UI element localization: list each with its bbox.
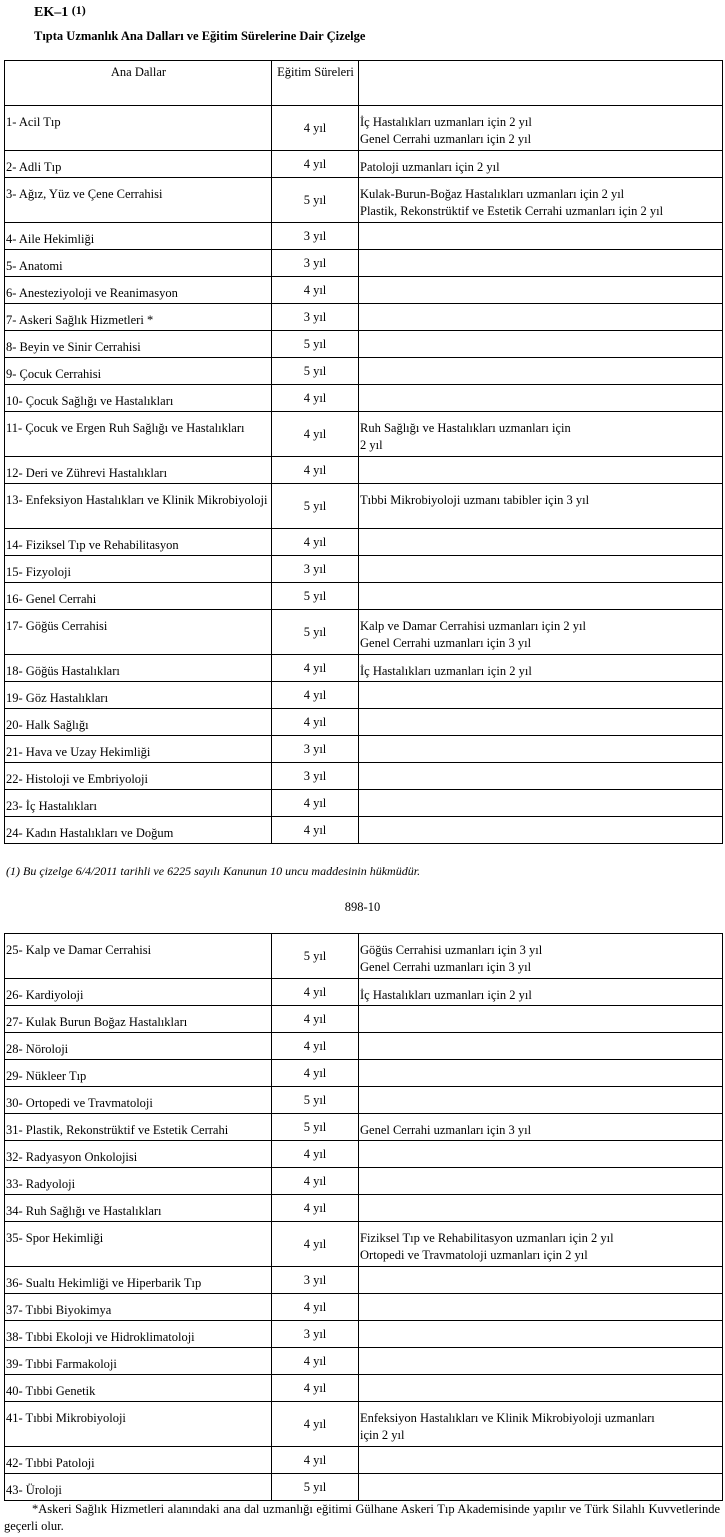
table-row: [5, 979, 723, 1006]
branch-name: 19- Göz Hastalıkları: [5, 682, 272, 709]
training-duration: 5 yıl: [272, 1114, 359, 1141]
duration-note-line: Tıbbi Mikrobiyoloji uzmanı tabibler için 3 yıl: [360, 493, 590, 507]
duration-note-line: İç Hastalıkları uzmanları için 2 yıl: [360, 115, 532, 129]
training-duration: 5 yıl: [272, 583, 359, 610]
duration-note-line: Genel Cerrahi uzmanları için 3 yıl: [360, 960, 532, 974]
duration-note: [359, 1294, 723, 1321]
training-duration: 4 yıl: [272, 529, 359, 556]
duration-note: [359, 1321, 723, 1348]
duration-note: [359, 736, 723, 763]
training-duration: 4 yıl: [272, 457, 359, 484]
table-row: [5, 412, 723, 457]
duration-note: [359, 682, 723, 709]
duration-note: [359, 610, 723, 655]
branch-name: 18- Göğüs Hastalıkları: [5, 655, 272, 682]
header-notes: [359, 61, 723, 106]
branch-name: 24- Kadın Hastalıkları ve Doğum: [5, 817, 272, 844]
table-row: [5, 277, 723, 304]
duration-note: [359, 1033, 723, 1060]
branch-name: 20- Halk Sağlığı: [5, 709, 272, 736]
table-row: [5, 484, 723, 529]
table-row: [5, 106, 723, 151]
branch-name: 12- Deri ve Zührevi Hastalıkları: [5, 457, 272, 484]
training-duration: 5 yıl: [272, 331, 359, 358]
duration-note: [359, 358, 723, 385]
branch-name: 4- Aile Hekimliği: [5, 223, 272, 250]
training-duration: 5 yıl: [272, 1087, 359, 1114]
duration-note: [359, 1060, 723, 1087]
duration-note: [359, 1168, 723, 1195]
bottom-note: *Askeri Sağlık Hizmetleri alanındaki ana dal uzmanlığı eğitimi Gülhane Askeri Tıp Akademisinde yapılır ve Türk Silahlı Kuvvetlerinde geçerli olur.: [4, 1502, 720, 1533]
duration-note-line: Genel Cerrahi uzmanları için 2 yıl: [360, 132, 532, 146]
table-row: [5, 1222, 723, 1267]
branch-name: 5- Anatomi: [5, 250, 272, 277]
training-duration: 3 yıl: [272, 1321, 359, 1348]
duration-note-line: Genel Cerrahi uzmanları için 3 yıl: [360, 1123, 532, 1137]
branch-name: 43- Üroloji: [5, 1474, 272, 1501]
training-duration: 4 yıl: [272, 151, 359, 178]
duration-note: [359, 304, 723, 331]
training-duration: 4 yıl: [272, 1006, 359, 1033]
table-row: [5, 331, 723, 358]
duration-note: [359, 529, 723, 556]
duration-note-line: Enfeksiyon Hastalıkları ve Klinik Mikrobiyoloji uzmanları: [360, 1411, 655, 1425]
specialty-table-part-2: [4, 933, 723, 1501]
duration-note-line: Kulak-Burun-Boğaz Hastalıkları uzmanları için 2 yıl: [360, 187, 625, 201]
training-duration: 4 yıl: [272, 709, 359, 736]
branch-name: 35- Spor Hekimliği: [5, 1222, 272, 1267]
branch-name: 28- Nöroloji: [5, 1033, 272, 1060]
duration-note: [359, 763, 723, 790]
table-row: [5, 151, 723, 178]
training-duration: 4 yıl: [272, 790, 359, 817]
duration-note: [359, 151, 723, 178]
table-row: [5, 223, 723, 250]
duration-note: [359, 1114, 723, 1141]
duration-note: [359, 457, 723, 484]
duration-note: [359, 934, 723, 979]
table-row: [5, 1060, 723, 1087]
duration-note-line: Patoloji uzmanları için 2 yıl: [360, 160, 500, 174]
specialty-table-part-1: [4, 60, 723, 844]
branch-name: 33- Radyoloji: [5, 1168, 272, 1195]
branch-name: 32- Radyasyon Onkolojisi: [5, 1141, 272, 1168]
branch-name: 29- Nükleer Tıp: [5, 1060, 272, 1087]
duration-note: [359, 1141, 723, 1168]
training-duration: 4 yıl: [272, 682, 359, 709]
page-number: 898-10: [344, 900, 381, 914]
header-training-durations: Eğitim Süreleri: [272, 61, 359, 106]
branch-name: 34- Ruh Sağlığı ve Hastalıkları: [5, 1195, 272, 1222]
branch-name: 9- Çocuk Cerrahisi: [5, 358, 272, 385]
branch-name: 23- İç Hastalıkları: [5, 790, 272, 817]
training-duration: 4 yıl: [272, 1168, 359, 1195]
table-row: [5, 934, 723, 979]
branch-name: 14- Fiziksel Tıp ve Rehabilitasyon: [5, 529, 272, 556]
duration-note: [359, 1267, 723, 1294]
training-duration: 4 yıl: [272, 1060, 359, 1087]
duration-note: [359, 709, 723, 736]
table-row: [5, 1375, 723, 1402]
duration-note-line: İç Hastalıkları uzmanları için 2 yıl: [360, 988, 532, 1002]
annex-footnote-ref: (1): [71, 3, 86, 17]
table-row: [5, 1447, 723, 1474]
branch-name: 7- Askeri Sağlık Hizmetleri *: [5, 304, 272, 331]
duration-note: [359, 106, 723, 151]
duration-note: [359, 1006, 723, 1033]
duration-note: [359, 583, 723, 610]
training-duration: 5 yıl: [272, 1474, 359, 1501]
table-row: [5, 385, 723, 412]
table-row: [5, 790, 723, 817]
training-duration: 3 yıl: [272, 250, 359, 277]
annex-label: [34, 3, 365, 22]
table-row: [5, 1321, 723, 1348]
branch-name: 27- Kulak Burun Boğaz Hastalıkları: [5, 1006, 272, 1033]
duration-note-line: için 2 yıl: [360, 1428, 405, 1442]
branch-name: 16- Genel Cerrahi: [5, 583, 272, 610]
branch-name: 17- Göğüs Cerrahisi: [5, 610, 272, 655]
branch-name: 31- Plastik, Rekonstrüktif ve Estetik Cerrahi: [5, 1114, 272, 1141]
training-duration: 4 yıl: [272, 1222, 359, 1267]
duration-note: [359, 1195, 723, 1222]
training-duration: 5 yıl: [272, 178, 359, 223]
training-duration: 4 yıl: [272, 277, 359, 304]
branch-name: 8- Beyin ve Sinir Cerrahisi: [5, 331, 272, 358]
duration-note-line: Kalp ve Damar Cerrahisi uzmanları için 2 yıl: [360, 619, 586, 633]
duration-note: [359, 1402, 723, 1447]
training-duration: 3 yıl: [272, 223, 359, 250]
duration-note: [359, 817, 723, 844]
duration-note: [359, 655, 723, 682]
table-row: [5, 655, 723, 682]
table-row: [5, 709, 723, 736]
duration-note: [359, 790, 723, 817]
duration-note: [359, 412, 723, 457]
duration-note-line: Ortopedi ve Travmatoloji uzmanları için 2 yıl: [360, 1248, 588, 1262]
table-row: [5, 250, 723, 277]
training-duration: 3 yıl: [272, 763, 359, 790]
document-title: Tıpta Uzmanlık Ana Dalları ve Eğitim Sürelerine Dair Çizelge: [34, 29, 366, 43]
branch-name: 25- Kalp ve Damar Cerrahisi: [5, 934, 272, 979]
duration-note: [359, 484, 723, 529]
table-row: [5, 556, 723, 583]
training-duration: 5 yıl: [272, 934, 359, 979]
table-row: [5, 1006, 723, 1033]
duration-note-line: 2 yıl: [360, 438, 383, 452]
training-duration: 4 yıl: [272, 1375, 359, 1402]
branch-name: 39- Tıbbi Farmakoloji: [5, 1348, 272, 1375]
branch-name: 36- Sualtı Hekimliği ve Hiperbarik Tıp: [5, 1267, 272, 1294]
training-duration: 3 yıl: [272, 736, 359, 763]
table-row: [5, 1087, 723, 1114]
training-duration: 4 yıl: [272, 1033, 359, 1060]
table-row: [5, 1195, 723, 1222]
duration-note: [359, 1087, 723, 1114]
duration-note: [359, 979, 723, 1006]
branch-name: 3- Ağız, Yüz ve Çene Cerrahisi: [5, 178, 272, 223]
training-duration: 4 yıl: [272, 412, 359, 457]
training-duration: 3 yıl: [272, 1267, 359, 1294]
branch-name: 13- Enfeksiyon Hastalıkları ve Klinik Mikrobiyoloji: [5, 484, 272, 529]
training-duration: 4 yıl: [272, 655, 359, 682]
branch-name: 2- Adli Tıp: [5, 151, 272, 178]
document-heading: [34, 3, 365, 45]
table-body-1: [5, 106, 723, 844]
duration-note: [359, 1348, 723, 1375]
table-row: [5, 1294, 723, 1321]
table-row: [5, 1033, 723, 1060]
table-body-2: [5, 934, 723, 1501]
table-row: [5, 1168, 723, 1195]
header-main-branches: Ana Dallar: [5, 61, 272, 106]
training-duration: 4 yıl: [272, 1141, 359, 1168]
branch-name: 42- Tıbbi Patoloji: [5, 1447, 272, 1474]
duration-note: [359, 1474, 723, 1501]
table-row: [5, 610, 723, 655]
duration-note-line: Fiziksel Tıp ve Rehabilitasyon uzmanları için 2 yıl: [360, 1231, 614, 1245]
branch-name: 1- Acil Tıp: [5, 106, 272, 151]
training-duration: 4 yıl: [272, 1348, 359, 1375]
table-row: [5, 529, 723, 556]
training-duration: 5 yıl: [272, 358, 359, 385]
branch-name: 38- Tıbbi Ekoloji ve Hidroklimatoloji: [5, 1321, 272, 1348]
branch-name: 26- Kardiyoloji: [5, 979, 272, 1006]
branch-name: 10- Çocuk Sağlığı ve Hastalıkları: [5, 385, 272, 412]
duration-note-line: Plastik, Rekonstrüktif ve Estetik Cerrahi uzmanları için 2 yıl: [360, 204, 664, 218]
table-row: [5, 1141, 723, 1168]
training-duration: 4 yıl: [272, 979, 359, 1006]
duration-note: [359, 223, 723, 250]
duration-note: [359, 556, 723, 583]
training-duration: 4 yıl: [272, 1402, 359, 1447]
duration-note-line: İç Hastalıkları uzmanları için 2 yıl: [360, 664, 532, 678]
training-duration: 3 yıl: [272, 304, 359, 331]
duration-note: [359, 1447, 723, 1474]
duration-note-line: Ruh Sağlığı ve Hastalıkları uzmanları için: [360, 421, 571, 435]
duration-note: [359, 1222, 723, 1267]
table-row: [5, 583, 723, 610]
training-duration: 4 yıl: [272, 106, 359, 151]
branch-name: 40- Tıbbi Genetik: [5, 1375, 272, 1402]
training-duration: 4 yıl: [272, 385, 359, 412]
table-row: [5, 1402, 723, 1447]
training-duration: 4 yıl: [272, 1447, 359, 1474]
branch-name: 22- Histoloji ve Embriyoloji: [5, 763, 272, 790]
table-row: [5, 817, 723, 844]
table-row: [5, 358, 723, 385]
table-row: [5, 763, 723, 790]
training-duration: 3 yıl: [272, 556, 359, 583]
table-header-row: [5, 61, 723, 106]
branch-name: 37- Tıbbi Biyokimya: [5, 1294, 272, 1321]
branch-name: 21- Hava ve Uzay Hekimliği: [5, 736, 272, 763]
duration-note-line: Genel Cerrahi uzmanları için 3 yıl: [360, 636, 532, 650]
footnote: (1) Bu çizelge 6/4/2011 tarihli ve 6225 sayılı Kanunun 10 uncu maddesinin hükmüdür.: [6, 864, 421, 878]
table-row: [5, 1348, 723, 1375]
training-duration: 4 yıl: [272, 817, 359, 844]
duration-note: [359, 1375, 723, 1402]
training-duration: 5 yıl: [272, 610, 359, 655]
table-row: [5, 1114, 723, 1141]
branch-name: 41- Tıbbi Mikrobiyoloji: [5, 1402, 272, 1447]
table-row: [5, 1474, 723, 1501]
branch-name: 11- Çocuk ve Ergen Ruh Sağlığı ve Hastalıkları: [5, 412, 272, 457]
duration-note: [359, 277, 723, 304]
table-row: [5, 682, 723, 709]
table-row: [5, 1267, 723, 1294]
table-row: [5, 457, 723, 484]
branch-name: 30- Ortopedi ve Travmatoloji: [5, 1087, 272, 1114]
branch-name: 15- Fizyoloji: [5, 556, 272, 583]
training-duration: 5 yıl: [272, 484, 359, 529]
table-row: [5, 178, 723, 223]
branch-name: 6- Anesteziyoloji ve Reanimasyon: [5, 277, 272, 304]
duration-note-line: Göğüs Cerrahisi uzmanları için 3 yıl: [360, 943, 543, 957]
training-duration: 4 yıl: [272, 1195, 359, 1222]
training-duration: 4 yıl: [272, 1294, 359, 1321]
table-row: [5, 304, 723, 331]
duration-note: [359, 385, 723, 412]
duration-note: [359, 250, 723, 277]
duration-note: [359, 178, 723, 223]
duration-note: [359, 331, 723, 358]
table-row: [5, 736, 723, 763]
annex-number: EK–1: [34, 5, 69, 20]
